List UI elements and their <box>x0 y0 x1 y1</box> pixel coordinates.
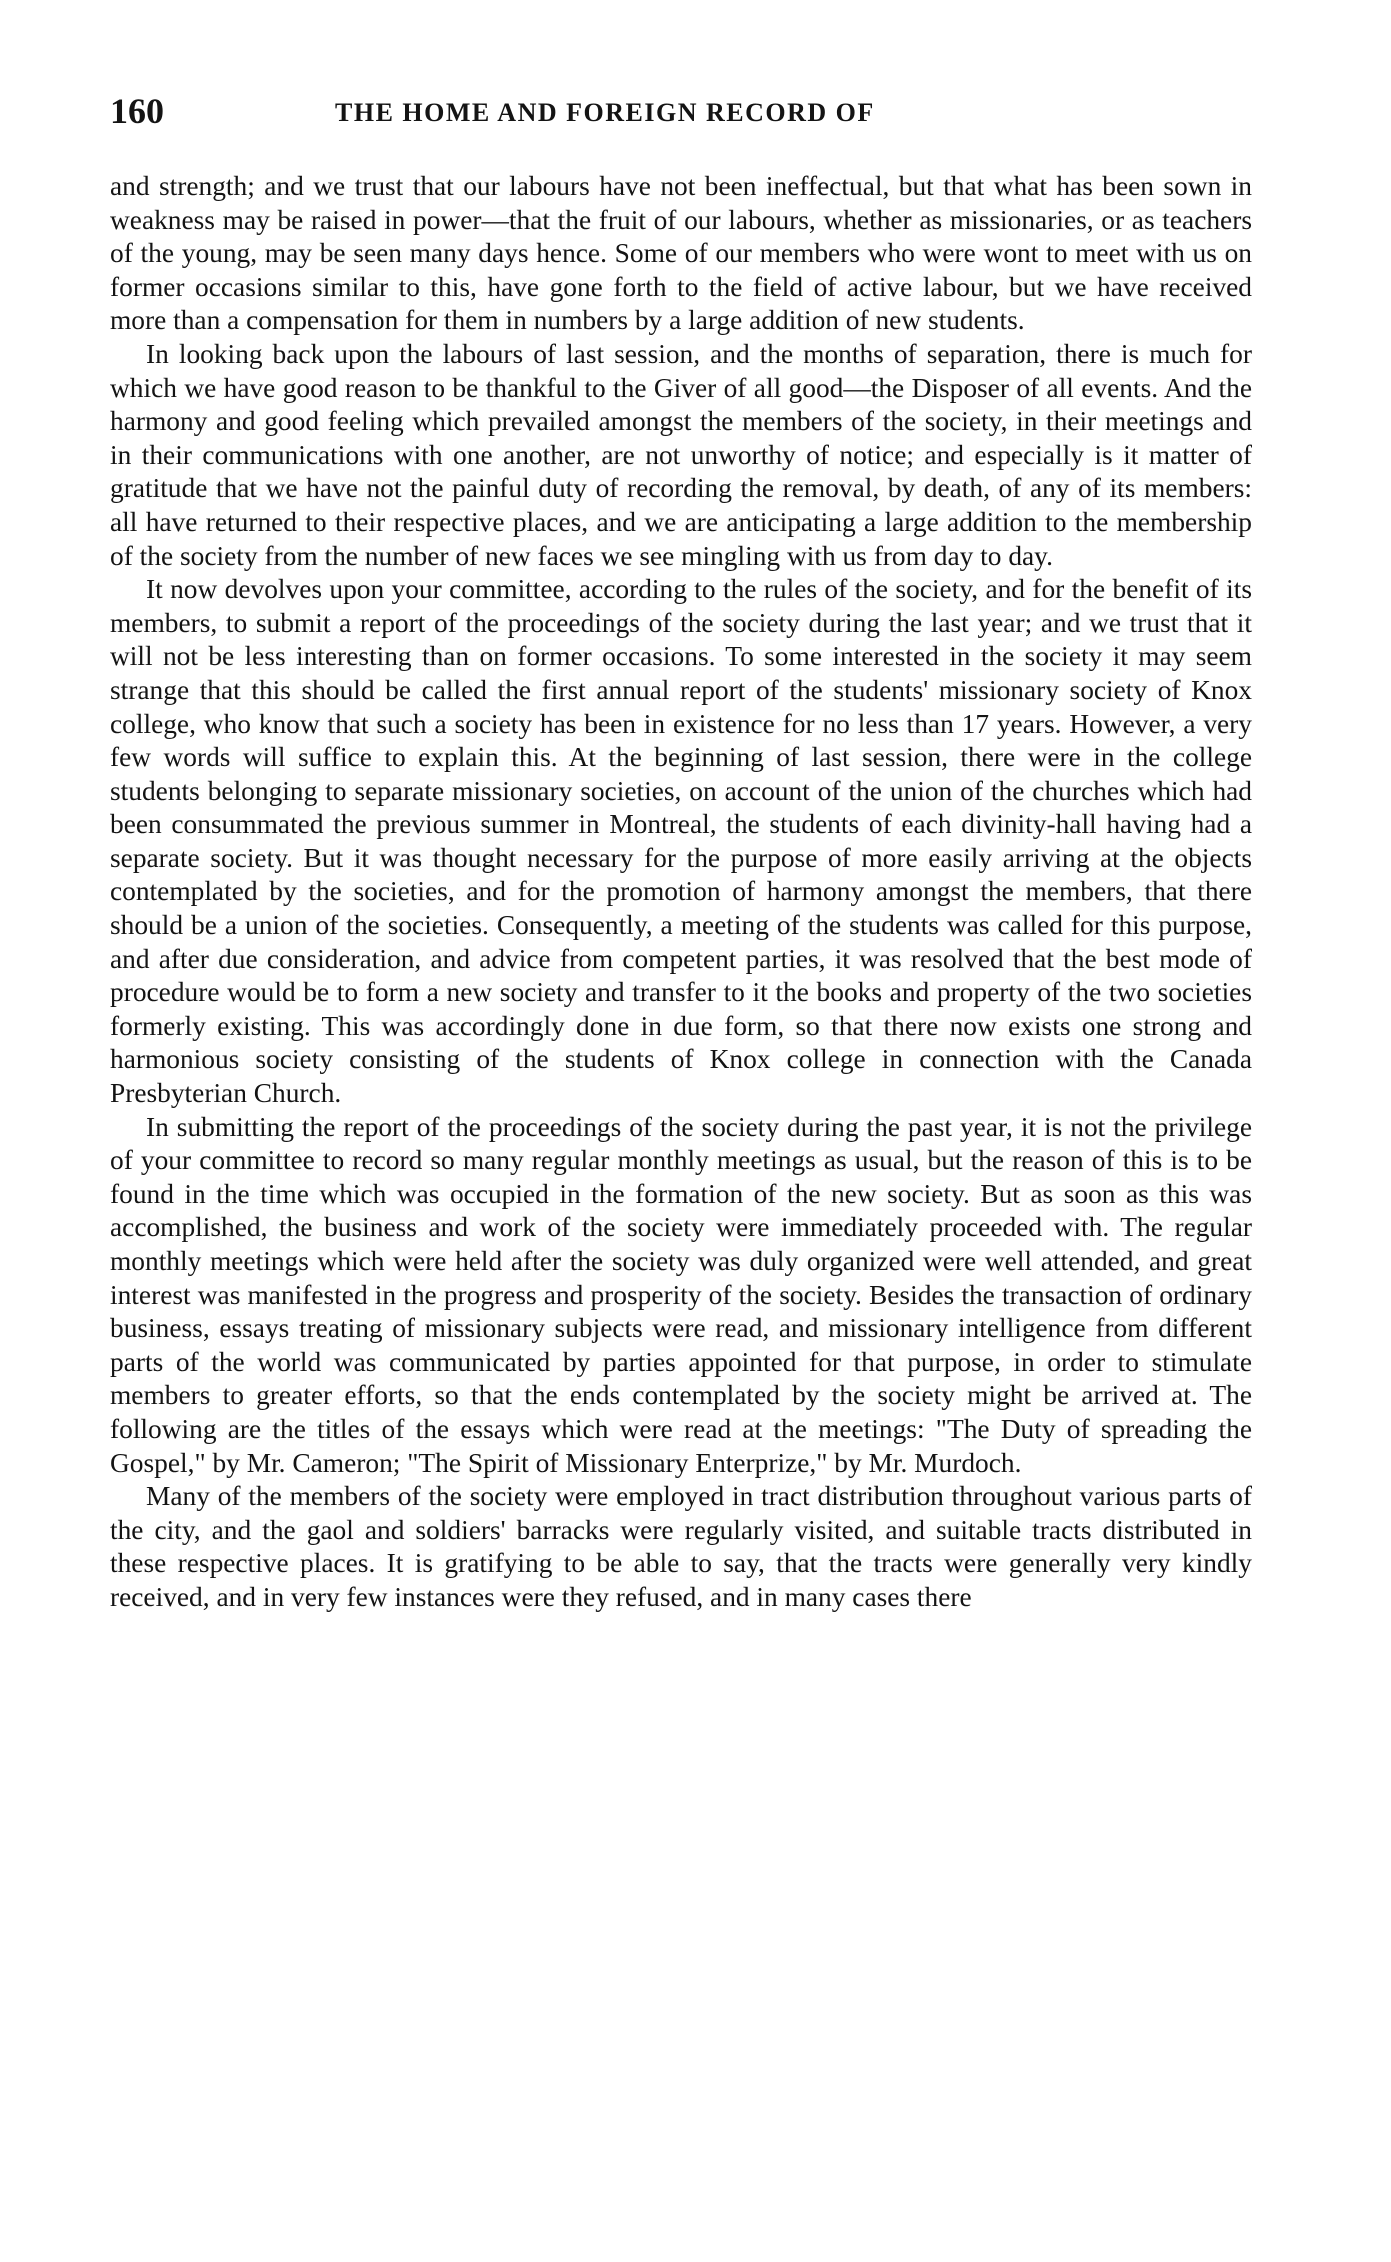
paragraph-2: In looking back upon the labours of last session, and the months of separation, there is much for which we have good reason to be thankful to the Giver of all good—the Disposer of all events. And the harmony and good feeling which prevailed amongst the members of the society, in their meetings and in their communications with one another, are not unworthy of notice; and especially is it matter of gratitude that we have not the painful duty of recording the removal, by death, of any of its members: all have returned to their respective places, and we are anticipating a large addition to the membership of the society from the number of new faces we see mingling with us from day to day. <box>110 338 1252 571</box>
paragraph-5: Many of the members of the society were employed in tract distribution throughout various parts of the city, and the gaol and soldiers' barracks were regularly visited, and suitable tracts distributed in these respective places. It is gratifying to be able to say, that the tracts were generally very kindly received, and in very few instances were they refused, and in many cases there <box>110 1481 1252 1612</box>
running-title: THE HOME AND FOREIGN RECORD OF <box>335 98 875 127</box>
paragraph-4: In submitting the report of the proceedings of the society during the past year, it is not the privilege of your committee to record so many regular monthly meetings as usual, but the reason of this is to be found in the time which was occupied in the formation of the new society. But as soon as this was accomplished, the business and work of the society were immediately proceeded with. The regular monthly meetings which were held after the society was duly organized were well attended, and great interest was manifested in the progress and prosperity of the society. Besides the transaction of ordinary business, essays treating of missionary subjects were read, and missionary intelligence from different parts of the world was communicated by parties appointed for that purpose, in order to stimulate members to greater efforts, so that the ends contemplated by the society might be arrived at. The following are the titles of the essays which were read at the meetings: "The Duty of spreading the Gospel," by Mr. Cameron; "The Spirit of Missionary Enterprize," by Mr. Murdoch. <box>110 1111 1252 1478</box>
paragraph-3: It now devolves upon your committee, according to the rules of the society, and for the benefit of its members, to submit a report of the proceedings of the society during the last year; and we trust that it will not be less interesting than on former occasions. To some interested in the society it may seem strange that this should be called the first annual report of the students' missionary society of Knox college, who know that such a society has been in existence for no less than 17 years. However, a very few words will suffice to explain this. At the beginning of last session, there were in the college students belonging to separate missionary societies, on account of the union of the churches which had been consummated the previous summer in Montreal, the students of each divinity-hall having had a separate society. But it was thought necessary for the purpose of more easily arriving at the objects contemplated by the societies, and for the promotion of harmony amongst the members, that there should be a union of the societies. Consequently, a meeting of the students was called for this purpose, and after due consideration, and advice from competent parties, it was resolved that the best mode of procedure would be to form a new society and transfer to it the books and property of the two societies formerly existing. This was accordingly done in due form, so that there now exists one strong and harmonious society consisting of the students of Knox college in connection with the Canada Presbyterian Church. <box>110 574 1252 1109</box>
page-header <box>110 86 1260 136</box>
paragraph-1: and strength; and we trust that our labours have not been ineffectual, but that what has been sown in weakness may be raised in power—that the fruit of our labours, whether as missionaries, or as teachers of the young, may be seen many days hence. Some of our members who were wont to meet with us on former occasions similar to this, have gone forth to the field of active labour, but we have received more than a compensation for them in numbers by a large addition of new students. <box>110 171 1252 336</box>
body-text <box>110 170 1252 1615</box>
page-number: 160 <box>110 91 164 131</box>
